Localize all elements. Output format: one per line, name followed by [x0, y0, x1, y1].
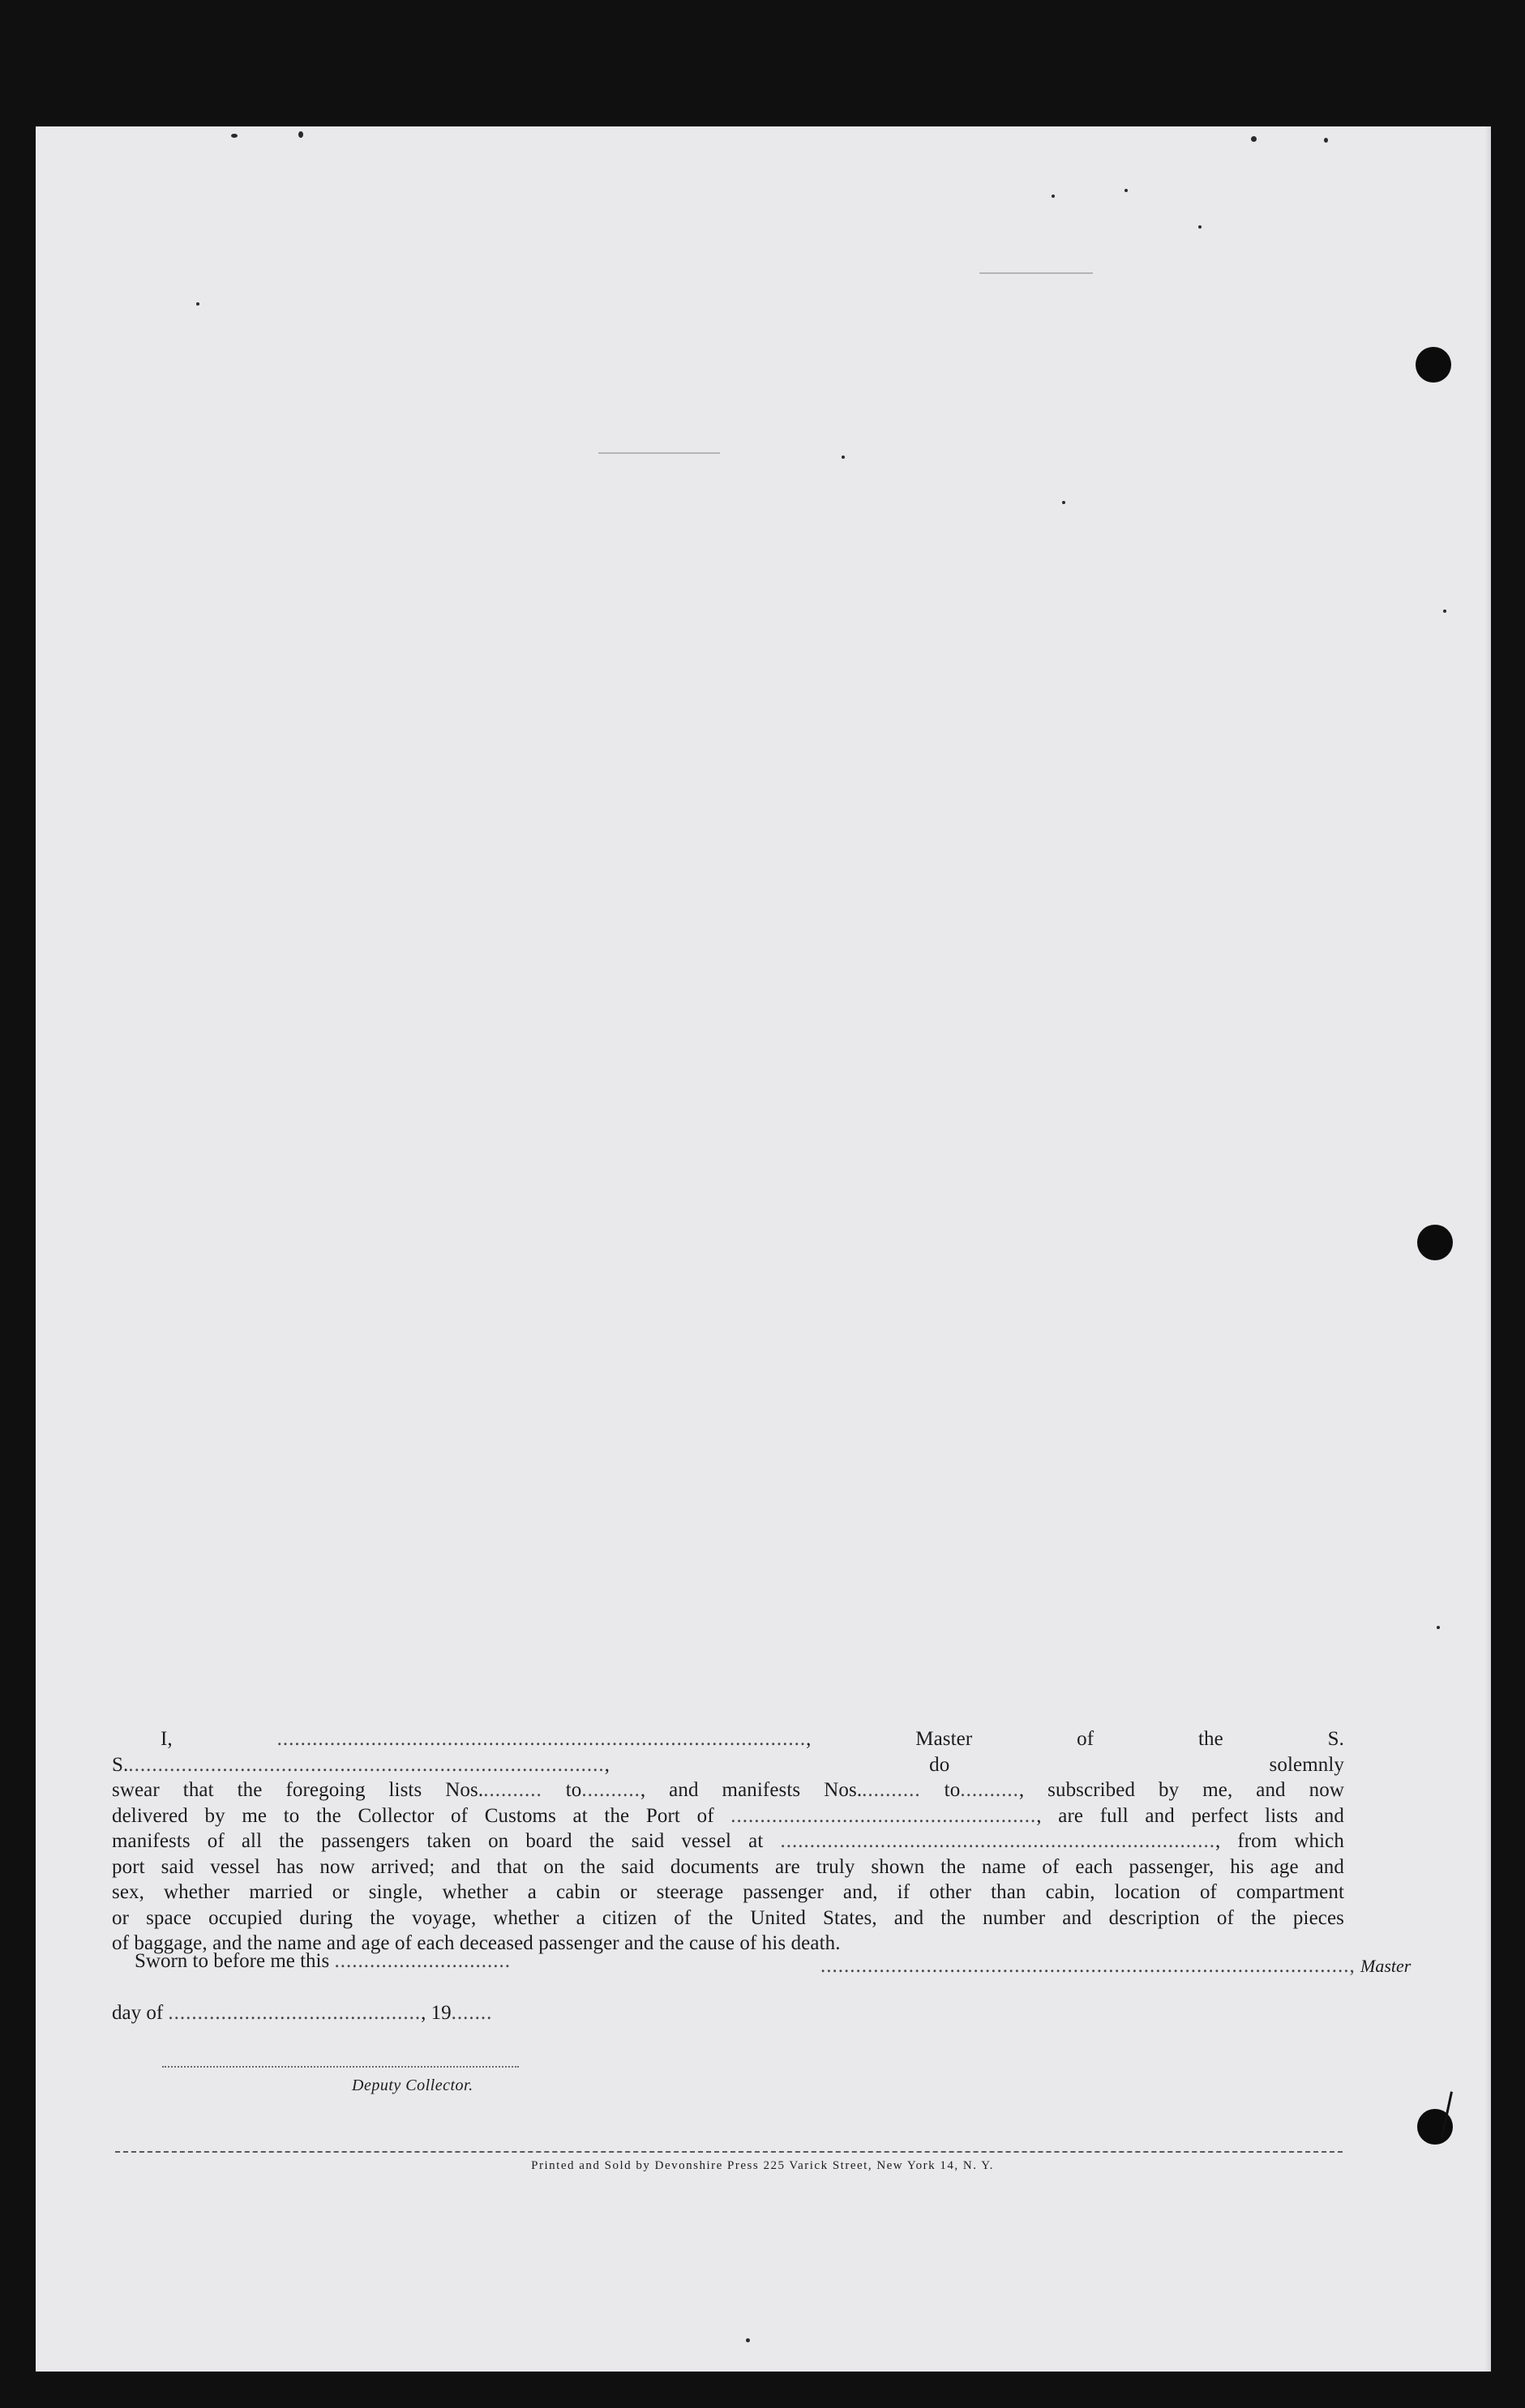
fill-in-blank: .......... — [960, 1779, 1019, 1801]
oath-text: , from which — [1214, 1830, 1344, 1852]
fill-in-blank: ....... — [451, 2002, 493, 2024]
deputy-signature-line — [162, 2066, 519, 2068]
scan-speck — [196, 302, 199, 306]
fill-in-blank: .......................................................................................... — [276, 1728, 807, 1750]
year-prefix: , 19 — [421, 2002, 452, 2024]
scan-speck — [1437, 1626, 1440, 1629]
oath-line-2 — [112, 1777, 1344, 1803]
scan-speck — [1052, 195, 1055, 198]
deputy-collector-label: Deputy Collector. — [352, 2077, 473, 2094]
day-of-text: day of — [112, 2002, 164, 2024]
oath-text: , subscribed by me, and now — [1018, 1779, 1344, 1801]
scan-speck — [231, 134, 238, 138]
fill-in-blank: .................................................... — [730, 1804, 1037, 1827]
master-label: Master — [1360, 1956, 1411, 1976]
page-edge-shadow — [1484, 126, 1491, 2372]
scan-speck — [1062, 501, 1065, 504]
fill-in-blank: .........................................................................................., — [820, 1955, 1356, 1977]
faint-scan-line — [598, 452, 720, 454]
oath-line-6: sex, whether married or single, whether a cabin or steerage passenger and, if other than cabin, location of compartment — [112, 1881, 1344, 1903]
day-of-line — [112, 2002, 492, 2025]
oath-text: , Master of the S. S. — [112, 1728, 1344, 1776]
oath-text: swear that the foregoing lists Nos. — [112, 1779, 484, 1801]
scan-speck — [1324, 138, 1328, 143]
oath-line-1 — [112, 1726, 1344, 1777]
oath-text: delivered by me to the Collector of Customs at the Port of — [112, 1804, 714, 1827]
fill-in-blank: .......... — [483, 1779, 542, 1801]
scan-speck — [1124, 189, 1128, 192]
oath-line-5: port said vessel has now arrived; and that on the said documents are truly shown the name of each passenger, his age and — [112, 1855, 1344, 1878]
oath-text: I, — [161, 1728, 173, 1750]
footer-rule — [115, 2151, 1343, 2153]
sworn-text: Sworn to before me this — [135, 1950, 330, 1972]
sworn-line — [135, 1950, 511, 1973]
oath-text: , do solemnly — [604, 1753, 1344, 1776]
oath-line-4 — [112, 1828, 1344, 1854]
scan-speck — [1443, 609, 1446, 613]
fill-in-blank: .......................................................................... — [780, 1830, 1215, 1852]
fill-in-blank: .......... — [862, 1779, 921, 1801]
oath-paragraph — [112, 1726, 1344, 1957]
oath-text: to — [944, 1779, 961, 1801]
fill-in-blank: ................................................................................. — [128, 1753, 605, 1776]
scan-speck — [1198, 225, 1202, 229]
scan-speck — [746, 2338, 750, 2342]
oath-text: , and manifests Nos. — [640, 1779, 863, 1801]
fill-in-blank: .............................. — [334, 1950, 511, 1972]
fill-in-blank: ........................................... — [168, 2002, 422, 2024]
master-signature-line — [820, 1955, 1411, 1978]
scan-speck — [842, 456, 845, 459]
punch-hole-middle — [1417, 1225, 1453, 1260]
oath-text: manifests of all the passengers taken on board the said vessel at — [112, 1830, 764, 1852]
punch-hole-top — [1416, 347, 1451, 383]
scan-speck — [298, 131, 303, 138]
oath-line-8: of baggage, and the name and age of each deceased passenger and the cause of his death. — [112, 1932, 841, 1954]
document-page — [36, 126, 1491, 2372]
oath-text: to — [565, 1779, 582, 1801]
oath-line-7: or space occupied during the voyage, whether a citizen of the United States, and the number and description of the pieces — [112, 1906, 1344, 1929]
scan-speck — [1251, 136, 1257, 142]
printer-imprint: Printed and Sold by Devonshire Press 225 Varick Street, New York 14, N. Y. — [531, 2159, 994, 2172]
faint-scan-line — [979, 272, 1093, 274]
oath-line-3 — [112, 1803, 1344, 1829]
fill-in-blank: .......... — [581, 1779, 640, 1801]
oath-text: , are full and perfect lists and — [1036, 1804, 1344, 1827]
